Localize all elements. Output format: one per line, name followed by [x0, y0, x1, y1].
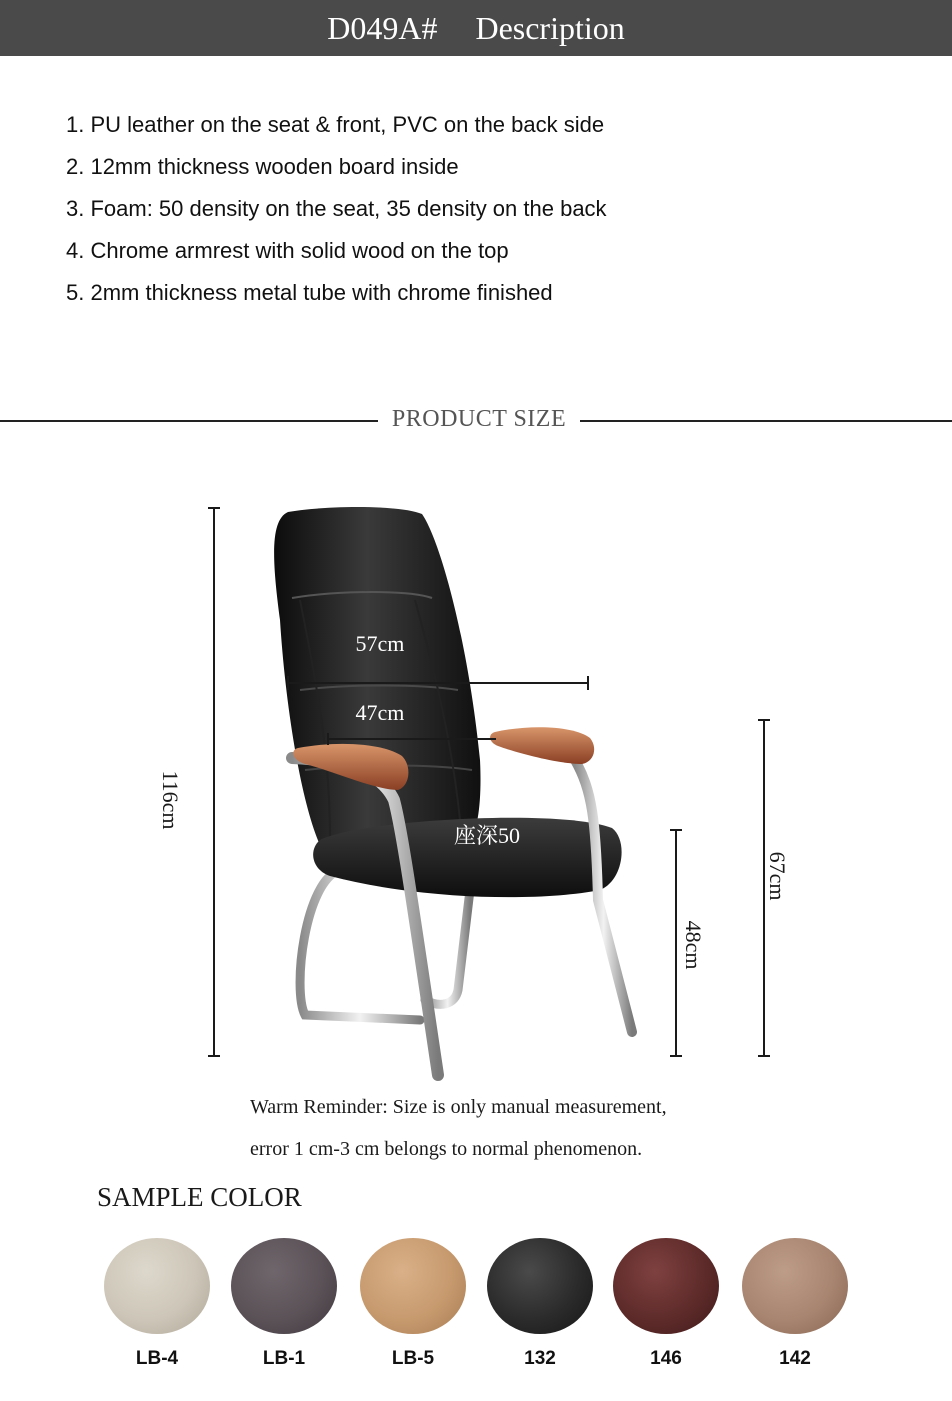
- swatch-lb-1: [230, 1238, 338, 1370]
- swatch-label: 146: [650, 1348, 682, 1369]
- swatch-label: LB-1: [262, 1348, 306, 1369]
- swatch-lb-5: [359, 1238, 467, 1370]
- arm-height-label: 67cm: [765, 851, 790, 901]
- description-item: 1. PU leather on the seat & front, PVC on the back side: [66, 112, 605, 137]
- page-title: Description: [475, 9, 625, 46]
- swatch-circle: [360, 1238, 466, 1334]
- description-list: [66, 104, 607, 314]
- swatch-132: [486, 1238, 594, 1370]
- seat-depth-label: 座深50: [453, 823, 521, 848]
- warm-reminder: [250, 1086, 667, 1170]
- section-title: PRODUCT SIZE: [391, 406, 567, 432]
- swatch-circle: [742, 1238, 848, 1334]
- reminder-line-1: Warm Reminder: Size is only manual measurement,: [250, 1096, 667, 1118]
- swatch-label: 142: [779, 1348, 811, 1369]
- chair-backrest: [274, 507, 480, 845]
- description-item: 3. Foam: 50 density on the seat, 35 density on the back: [66, 196, 607, 221]
- description-item: 2. 12mm thickness wooden board inside: [66, 154, 459, 179]
- color-swatches: [0, 1238, 952, 1368]
- swatch-lb-4: [103, 1238, 211, 1370]
- overall-width-label: 57cm: [355, 631, 405, 656]
- seat-height-label: 48cm: [681, 920, 706, 970]
- divider-left: [0, 420, 378, 422]
- swatch-circle: [104, 1238, 210, 1334]
- seat-width-label: 47cm: [355, 700, 405, 725]
- description-item: 5. 2mm thickness metal tube with chrome finished: [66, 280, 553, 305]
- swatch-circle: [613, 1238, 719, 1334]
- sample-color-title: SAMPLE COLOR: [97, 1182, 302, 1212]
- title-bar: [0, 0, 952, 56]
- reminder-line-2: error 1 cm-3 cm belongs to normal phenomenon.: [250, 1138, 643, 1160]
- product-code: D049A#: [327, 9, 438, 46]
- chair-figure: [0, 440, 952, 1090]
- swatch-circle: [487, 1238, 593, 1334]
- swatch-label: 132: [524, 1348, 556, 1369]
- swatch-142: [741, 1238, 849, 1370]
- description-item: 4. Chrome armrest with solid wood on the top: [66, 238, 509, 263]
- swatch-label: LB-4: [135, 1348, 179, 1369]
- divider-right: [580, 420, 952, 422]
- height-label: 116cm: [158, 770, 183, 830]
- swatch-label: LB-5: [391, 1348, 435, 1369]
- swatch-146: [612, 1238, 720, 1370]
- swatch-circle: [231, 1238, 337, 1334]
